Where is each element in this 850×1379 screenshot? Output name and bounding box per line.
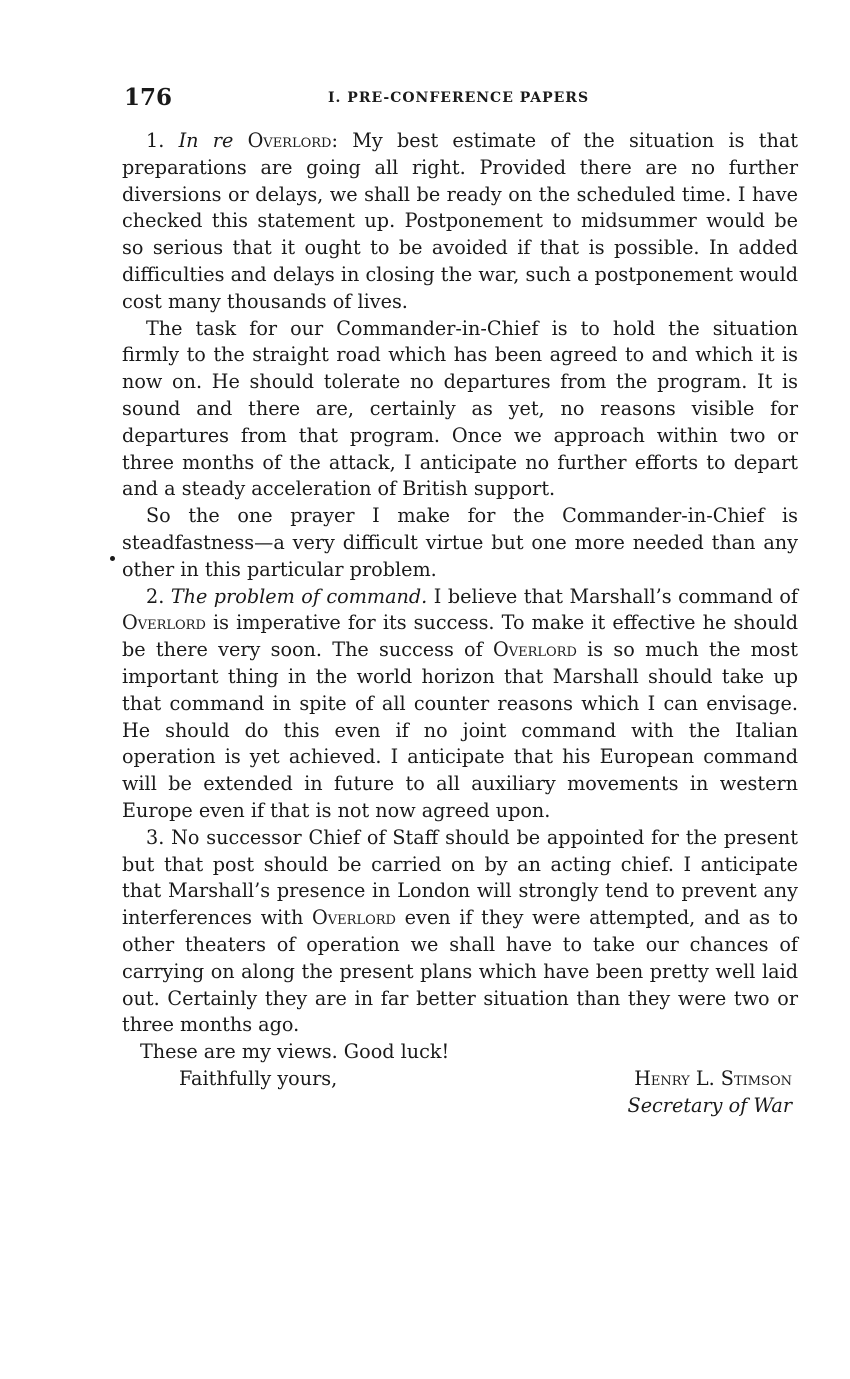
section-heading-italic: The problem of command. (170, 584, 428, 608)
closing-line: These are my views. Good luck! (140, 1040, 450, 1064)
paragraph-chief-of-staff (122, 825, 798, 1039)
signer-title: Secretary of War (627, 1093, 792, 1117)
sign-off: Faithfully yours, (179, 1066, 338, 1090)
overlord-term: Overlord (492, 638, 577, 662)
paragraph-text: even if they were attempted, and as to other theaters of operation we shall have to take our chances of carrying on along the present plans which have been pretty well laid out. Certainly they are in far better situation than they were two or three months ago. (122, 906, 798, 1037)
letter-body (122, 128, 798, 1120)
paragraph-text: I believe that Marshall’s command of (427, 584, 798, 608)
overlord-term: Overlord (312, 906, 396, 930)
paragraph-text: is imperative for its success. To make it effective he should be there very soon. The success of (122, 611, 798, 662)
paragraph-number: 2. (146, 584, 165, 608)
overlord-term: Overlord (247, 129, 332, 152)
paragraph-text: is so much the most important thing in the world horizon that Marshall should take up that command in spite of all counter reasons which I can envisage. He should do this even if no joint command with the Italian operation is yet achieved. I anticipate that his European command will be extended in future to all auxiliary movements in western Europe even if that is not now agreed upon. (122, 638, 798, 822)
paragraph-overlord-estimate (122, 128, 798, 316)
signature-block (122, 1066, 798, 1120)
paragraph-steadfastness: So the one prayer I make for the Commander-in-Chief is steadfastness—a very difficult virtue but one more needed than any other in this particular problem. (122, 504, 798, 581)
paragraph-text: : My best estimate of the situation is that preparations are going all right. Provided there are no further diversions or delays, we shall be ready on the scheduled time. I have checked this statement up. Postponement to midsummer would be so serious that it ought to be avoided if that is possible. In added difficulties and delays in closing the war, such a postponement would cost many thousands of lives. (122, 129, 798, 313)
paragraph-commander-task: The task for our Commander-in-Chief is to hold the situation firmly to the straight road which has been agreed to and which it is now on. He should tolerate no departures from the program. It is sound and there are, certainly as yet, no reasons visible for departures from that program. Once we approach within two or three months of the attack, I anticipate no further efforts to depart and a steady acceleration of British support. (122, 316, 798, 501)
signer-name: Henry L. Stimson (634, 1066, 792, 1090)
in-re-label: In re (178, 129, 234, 152)
margin-mark (110, 556, 115, 561)
paragraph-number: 1. (146, 129, 165, 152)
paragraph-text: 3. No successor Chief of Staff should be appointed for the present but that post should be carried on by an acting chief. I anticipate that Marshall’s presence in London will strongly tend to prevent any interferences with (122, 825, 798, 930)
running-head: I. PRE-CONFERENCE PAPERS (328, 90, 590, 106)
page-header (124, 84, 798, 114)
paragraph-problem-of-command (122, 584, 798, 825)
overlord-term: Overlord (122, 611, 206, 635)
page-number: 176 (124, 84, 173, 111)
